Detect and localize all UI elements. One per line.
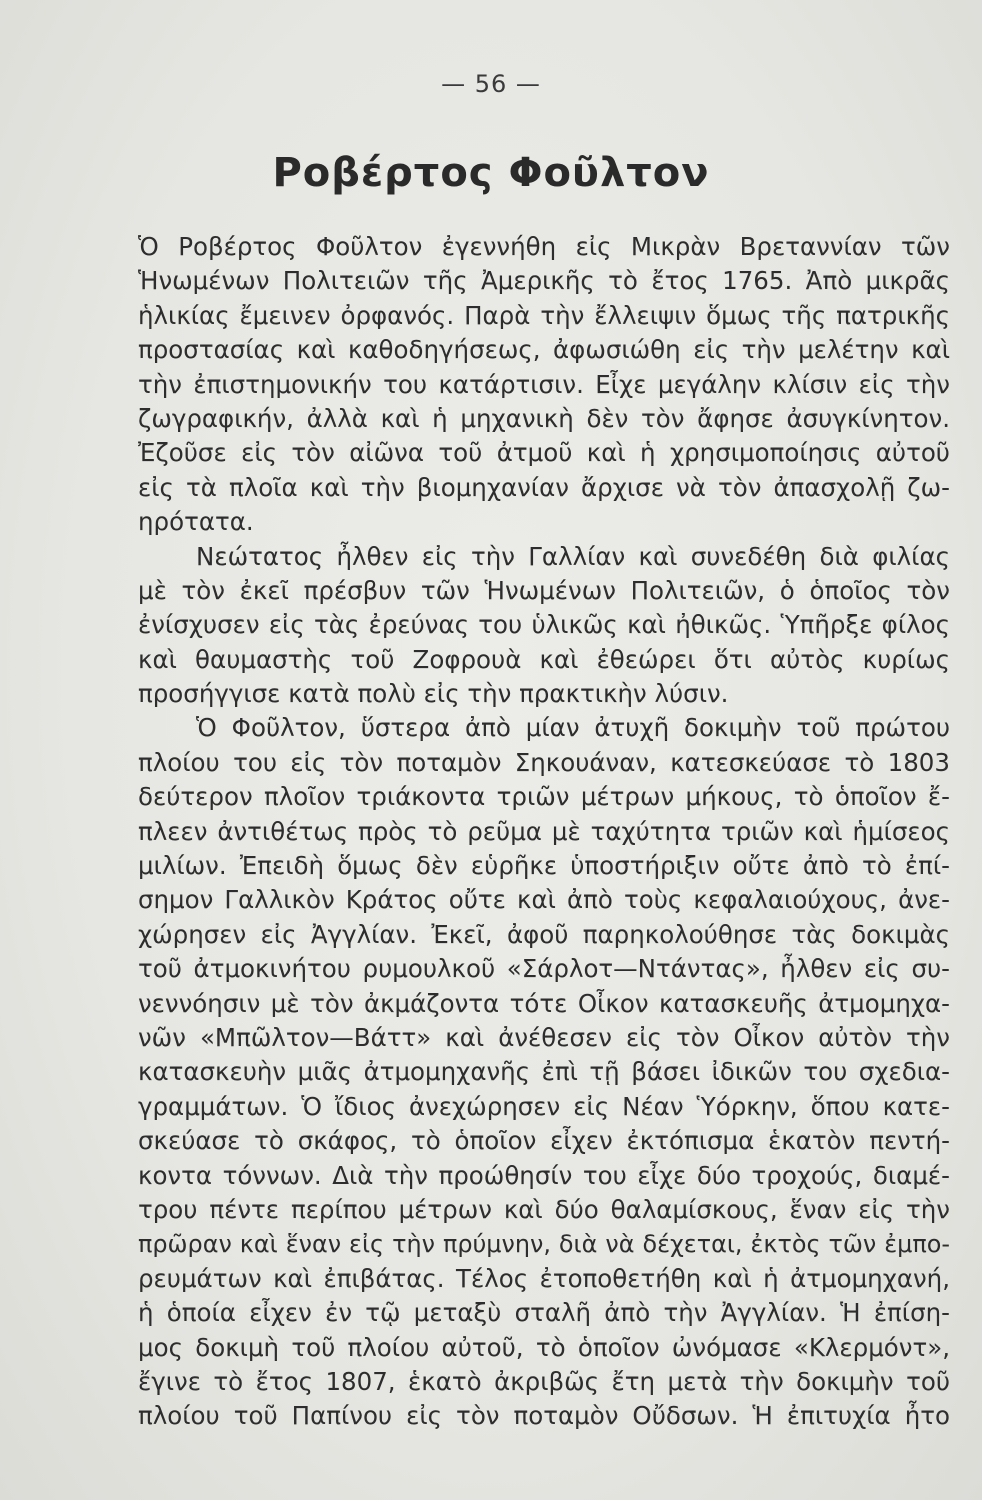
text-line: Ὁ Φοῦλτον, ὕστερα ἀπὸ μίαν ἀτυχῆ δοκιμὴν τοῦ πρώτου <box>196 713 950 743</box>
text-line: πλοίου του εἰς τὸν ποταμὸν Σηκουάναν, κατεσκεύασε τὸ 1803 <box>138 747 950 777</box>
text-line: Νεώτατος ἦλθεν εἰς τὴν Γαλλίαν καὶ συνεδέθη διὰ φιλίας <box>196 541 950 571</box>
text-line: νεννόησιν μὲ τὸν ἀκμάζοντα τότε Οἶκον κατασκευῆς ἀτμομηχα- <box>138 988 950 1018</box>
text-line: πλεεν ἀντιθέτως πρὸς τὸ ρεῦμα μὲ ταχύτητα τριῶν καὶ ἡμίσεος <box>138 816 950 846</box>
text-line: δεύτερον πλοῖον τριάκοντα τριῶν μέτρων μήκους, τὸ ὁποῖον ἔ- <box>138 782 950 812</box>
chapter-title: Ροβέρτος Φοῦλτον <box>272 150 710 196</box>
text-line: πρῶραν καὶ ἕναν εἰς τὴν πρύμνην, διὰ νὰ δέχεται, ἐκτὸς τῶν ἐμπο- <box>138 1230 950 1259</box>
text-line: τὴν ἐπιστημονικήν του κατάρτισιν. Εἶχε μεγάλην κλίσιν εἰς τὴν <box>138 369 950 399</box>
text-line: ρευμάτων καὶ ἐπιβάτας. Τέλος ἐτοποθετήθη καὶ ἡ ἀτμομηχανή, <box>138 1263 950 1293</box>
text-line: ἐνίσχυσεν εἰς τὰς ἐρεύνας του ὑλικῶς καὶ ἠθικῶς. Ὑπῆρξε φίλος <box>138 610 950 640</box>
text-line: ἡλικίας ἔμεινεν ὀρφανός. Παρὰ τὴν ἔλλειψιν ὅμως τῆς πατρικῆς <box>138 300 950 330</box>
text-line: χώρησεν εἰς Ἀγγλίαν. Ἐκεῖ, ἀφοῦ παρηκολούθησε τὰς δοκιμὰς <box>138 919 950 949</box>
text-line: σημον Γαλλικὸν Κράτος οὔτε καὶ ἀπὸ τοὺς κεφαλαιούχους, ἀνε- <box>138 885 950 915</box>
text-line: ηρότατα. <box>138 507 254 537</box>
text-line: ἡ ὁποία εἶχεν ἐν τῷ μεταξὺ σταλῆ ἀπὸ τὴν Ἀγγλίαν. Ἡ ἐπίση- <box>138 1298 950 1328</box>
text-line: καὶ θαυμαστὴς τοῦ Ζοφρουὰ καὶ ἐθεώρει ὅτι αὐτὸς κυρίως <box>138 644 950 674</box>
text-line: τοῦ ἀτμοκινήτου ρυμουλκοῦ «Σάρλοτ—Ντάντας», ἦλθεν εἰς συ- <box>138 954 950 984</box>
text-line: πλοίου τοῦ Παπίνου εἰς τὸν ποταμὸν Οὔδσων. Ἡ ἐπιτυχία ἦτο <box>138 1401 950 1431</box>
text-line: νῶν «Μπῶλτον—Βάττ» καὶ ἀνέθεσεν εἰς τὸν Οἶκον αὐτὸν τὴν <box>138 1022 950 1052</box>
text-line: ἔγινε τὸ ἔτος 1807, ἑκατὸ ἀκριβῶς ἔτη μετὰ τὴν δοκιμὴν τοῦ <box>138 1366 950 1396</box>
text-line: κοντα τόννων. Διὰ τὴν προώθησίν του εἶχε δύο τροχούς, διαμέ- <box>138 1160 950 1190</box>
text-line: μὲ τὸν ἐκεῖ πρέσβυν τῶν Ἡνωμένων Πολιτειῶν, ὁ ὁποῖος τὸν <box>138 575 950 605</box>
page-number: — 56 — <box>441 70 541 98</box>
text-line: προσήγγισε κατὰ πολὺ εἰς τὴν πρακτικὴν λύσιν. <box>138 679 729 709</box>
body-text <box>138 230 950 1434</box>
text-line: Ἐζοῦσε εἰς τὸν αἰῶνα τοῦ ἀτμοῦ καὶ ἡ χρησιμοποίησις αὐτοῦ <box>138 438 950 468</box>
text-line: κατασκευὴν μιᾶς ἀτμομηχανῆς ἐπὶ τῇ βάσει ἰδικῶν του σχεδια- <box>138 1057 950 1087</box>
text-line: ζωγραφικήν, ἀλλὰ καὶ ἡ μηχανικὴ δὲν τὸν ἄφησε ἀσυγκίνητον. <box>138 403 950 433</box>
text-line: Ἡνωμένων Πολιτειῶν τῆς Ἀμερικῆς τὸ ἔτος 1765. Ἀπὸ μικρᾶς <box>138 266 950 296</box>
text-line: εἰς τὰ πλοῖα καὶ τὴν βιομηχανίαν ἄρχισε νὰ τὸν ἀπασχολῇ ζω- <box>138 472 950 502</box>
text-line: μιλίων. Ἐπειδὴ ὅμως δὲν εὑρῆκε ὑποστήριξιν οὔτε ἀπὸ τὸ ἐπί- <box>138 851 950 881</box>
text-line: μος δοκιμὴ τοῦ πλοίου αὐτοῦ, τὸ ὁποῖον ὠνόμασε «Κλερμόντ», <box>138 1332 950 1362</box>
text-line: τρου πέντε περίπου μέτρων καὶ δύο θαλαμίσκους, ἕναν εἰς τὴν <box>138 1194 950 1224</box>
text-line: Ὁ Ροβέρτος Φοῦλτον ἐγεννήθη εἰς Μικρὰν Βρεταννίαν τῶν <box>138 232 950 261</box>
text-line: σκεύασε τὸ σκάφος, τὸ ὁποῖον εἶχεν ἐκτόπισμα ἑκατὸν πεντή- <box>138 1126 950 1156</box>
text-line: γραμμάτων. Ὁ ἴδιος ἀνεχώρησεν εἰς Νέαν Ὑόρκην, ὅπου κατε- <box>138 1091 950 1121</box>
text-line: προστασίας καὶ καθοδηγήσεως, ἀφωσιώθη εἰς τὴν μελέτην καὶ <box>138 335 950 365</box>
